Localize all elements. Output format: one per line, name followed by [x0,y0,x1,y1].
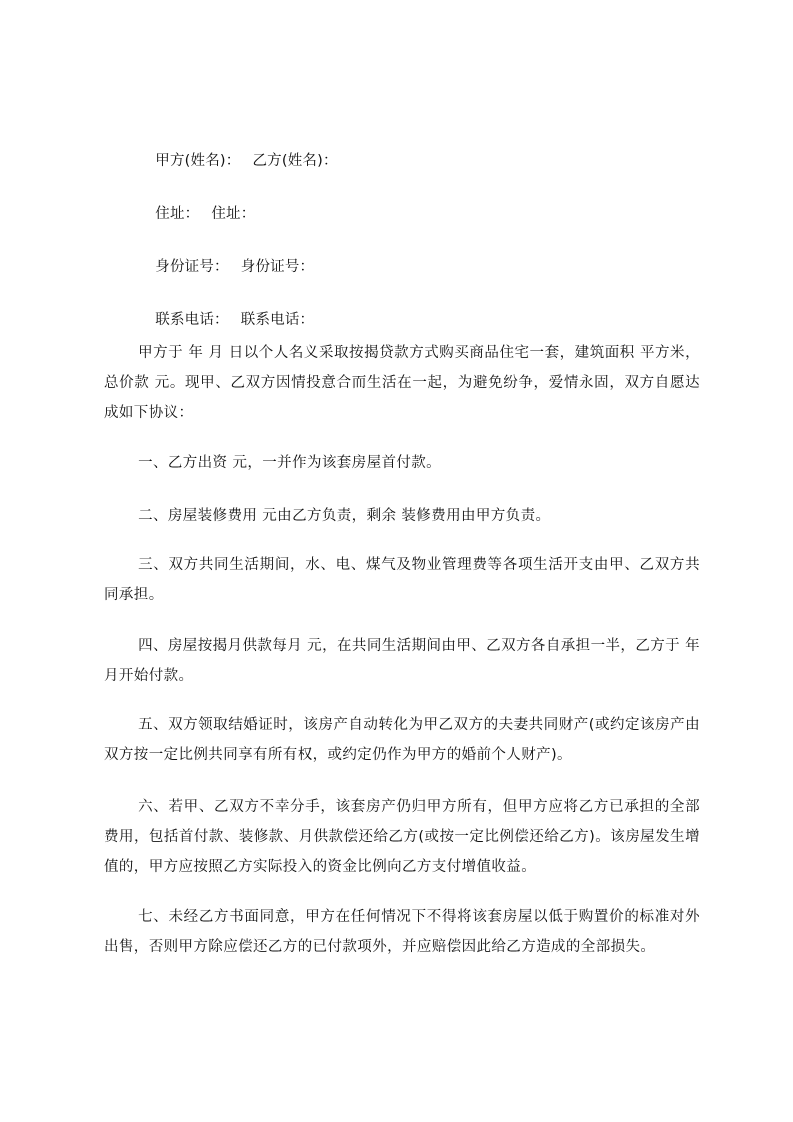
party-a-address-label: 住址： [155,206,200,222]
clause-5: 五、双方领取结婚证时，该房产自动转化为甲乙双方的夫妻共同财产(或约定该房产由双方按一定比例共同享有所有权，或约定仍作为甲方的婚前个人财产)。 [104,717,700,763]
clause-2: 二、房屋装修费用 元由乙方负责，剩余 装修费用由甲方负责。 [138,508,551,524]
name-field-row [136,131,338,191]
party-b-address-label: 住址： [211,206,256,222]
clause-6: 六、若甲、乙双方不幸分手，该套房产仍归甲方所有，但甲方应将乙方已承担的全部费用，包括首付款、装修款、月供款偿还给乙方(或按一定比例偿还给乙方)。该房屋发生增值的，甲方应按照乙方实际投入的资金比例向乙方支付增值收益。 [104,799,700,875]
party-b-name-label: 乙方(姓名)： [252,153,338,169]
party-a-name-label: 甲方(姓名)： [155,153,241,169]
party-a-id-label: 身份证号： [155,259,229,275]
party-a-phone-label: 联系电话： [155,312,229,328]
id-number-field-row [136,237,314,297]
address-field-row [136,184,255,244]
clause-4: 四、房屋按揭月供款每月 元，在共同生活期间由甲、乙双方各自承担一半，乙方于 年 月开始付款。 [104,638,700,684]
clause-3: 三、双方共同生活期间，水、电、煤气及物业管理费等各项生活开支由甲、乙双方共同承担。 [104,557,700,603]
party-b-phone-label: 联系电话： [240,312,315,328]
party-b-id-label: 身份证号： [240,259,315,275]
clause-1: 一、乙方出资 元，一并作为该套房屋首付款。 [138,455,442,471]
clause-7: 七、未经乙方书面同意，甲方在任何情况下不得将该套房屋以低于购置价的标准对外出售，否则甲方除应偿还乙方的已付款项外，并应赔偿因此给乙方造成的全部损失。 [104,909,700,955]
intro-paragraph: 甲方于 年 月 日以个人名义采取按揭贷款方式购买商品住宅一套，建筑面积 平方米，总价款 元。现甲、乙双方因情投意合而生活在一起，为避免纷争，爱情永固，双方自愿达成如下协议： [104,345,700,421]
